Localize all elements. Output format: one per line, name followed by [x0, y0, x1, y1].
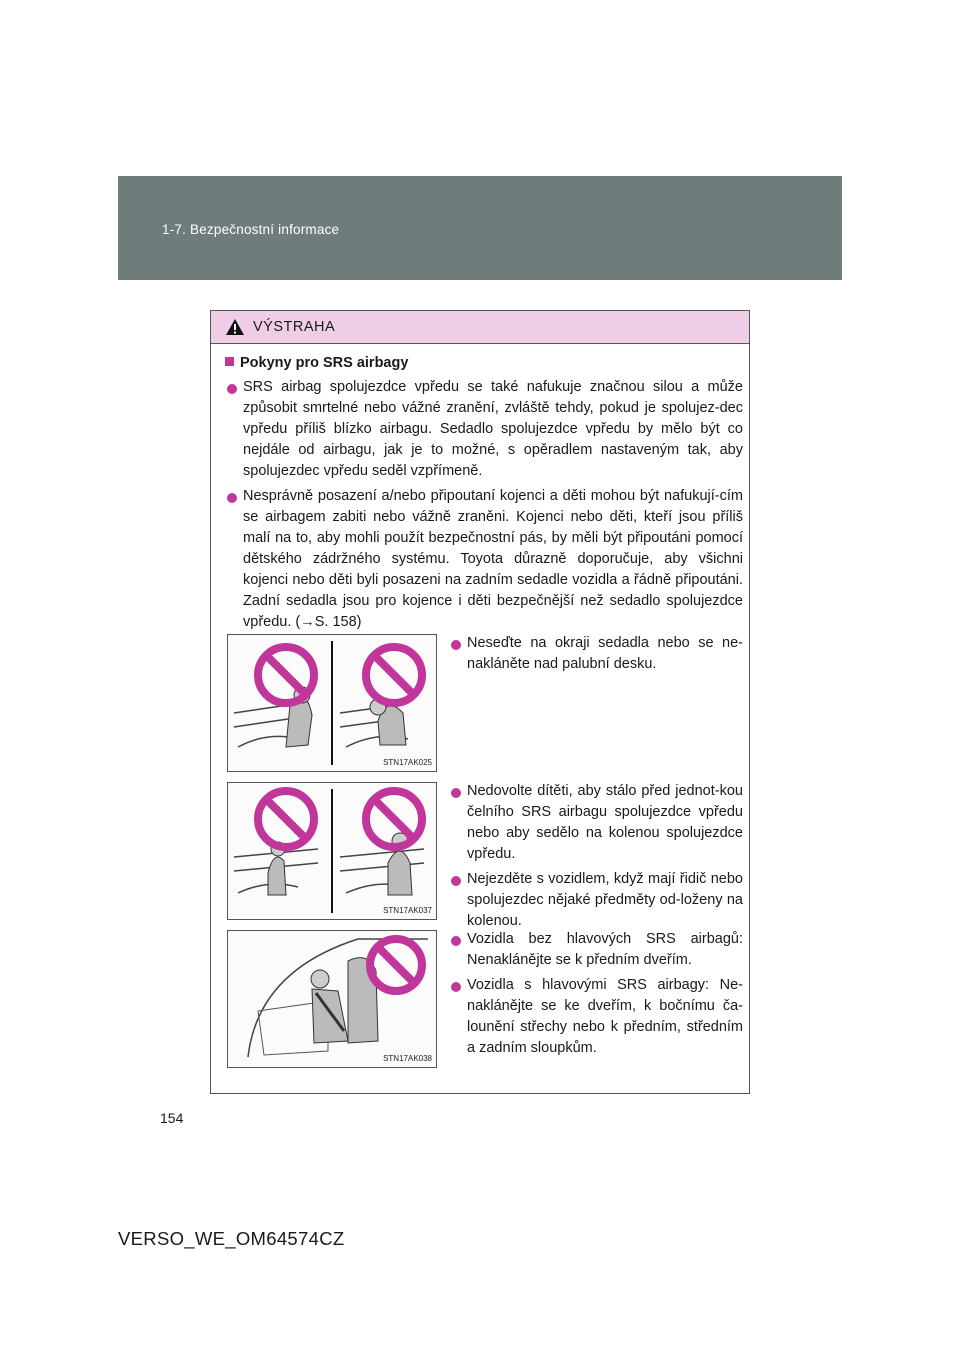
bullet-icon — [227, 493, 237, 503]
bullet-icon — [451, 876, 461, 886]
warning-box — [210, 310, 750, 1094]
bullet-text: Nesprávně posazení a/nebo připoutaní kojenci a děti mohou být nafukují-cím se airbagem zabiti nebo vážně zraněni. Kojenci nebo děti, kteří jsou příliš malí na to, aby mohli použít bezpečnostní pás, by měli být připoutáni pomocí dětského zádržného systému. Toyota důrazně doporučuje, aby všichni kojenci nebo děti byli posazeni na zadním sedadle vozidla a řádně připoutáni. Zadní sedadla jsou pro kojence i děti bezpečnější než sedadlo spolujezdce vpředu. (→S. 158) — [243, 488, 743, 630]
sub-heading-text: Pokyny pro SRS airbagy — [240, 355, 409, 371]
section-title: 1-7. Bezpečnostní informace — [162, 222, 340, 237]
page-number: 154 — [160, 1110, 184, 1126]
header-bar — [118, 176, 842, 280]
bullet-text: Nejezděte s vozidlem, když mají řidič nebo spolujezdec nějaké předměty od-loženy na kolenou. — [467, 871, 743, 929]
figure-code: STN17AK025 — [383, 758, 432, 767]
square-bullet-icon — [225, 357, 234, 366]
bullet-text: Vozidla s hlavovými SRS airbagy: Ne-naklánějte se ke dveřím, k bočnímu ča-lounění střechy nebo k předním, středním a zadním sloupkům. — [467, 977, 743, 1056]
warning-header — [211, 311, 749, 344]
bullet-icon — [451, 640, 461, 650]
bullet-icon — [227, 384, 237, 394]
figure-code: STN17AK038 — [383, 1054, 432, 1063]
document-code: VERSO_WE_OM64574CZ — [118, 1228, 345, 1249]
illustration-lean-forward — [227, 634, 437, 772]
illustration-lean-door — [227, 930, 437, 1068]
prohibition-icon — [370, 939, 422, 991]
bullet-text: Nedovolte dítěti, aby stálo před jednot-kou čelního SRS airbagu spolujezdce vpředu nebo aby sedělo na kolenou spolujezdce vpředu. — [467, 783, 743, 862]
bullet-icon — [451, 788, 461, 798]
prohibition-icon — [258, 647, 314, 703]
warning-triangle-icon — [225, 318, 245, 336]
bullet-icon — [451, 982, 461, 992]
prohibition-icon — [366, 647, 422, 703]
prohibition-icon — [258, 791, 314, 847]
bullet-text: SRS airbag spolujezdce vpředu se také nafukuje značnou silou a může způsobit smrtelné nebo vážné zranění, zvláště tehdy, pokud je spolujez-dec vpředu příliš blízko airbagu. Sedadlo spolujezdce vpředu by mělo být co nejdále od airbagu, jak je to možné, s opěradlem nastaveným tak, aby spolujezdec vpředu seděl vzpřímeně. — [243, 379, 743, 479]
bullet-text: Neseďte na okraji sedadla nebo se ne-nakláněte nad palubní desku. — [467, 635, 743, 672]
illustration-child-standing — [227, 782, 437, 920]
bullet-text: Vozidla bez hlavových SRS airbagů: Nenaklánějte se k předním dveřím. — [467, 931, 743, 968]
figure-code: STN17AK037 — [383, 906, 432, 915]
warning-title: VÝSTRAHA — [253, 319, 336, 335]
bullet-icon — [451, 936, 461, 946]
sub-heading — [225, 355, 408, 371]
